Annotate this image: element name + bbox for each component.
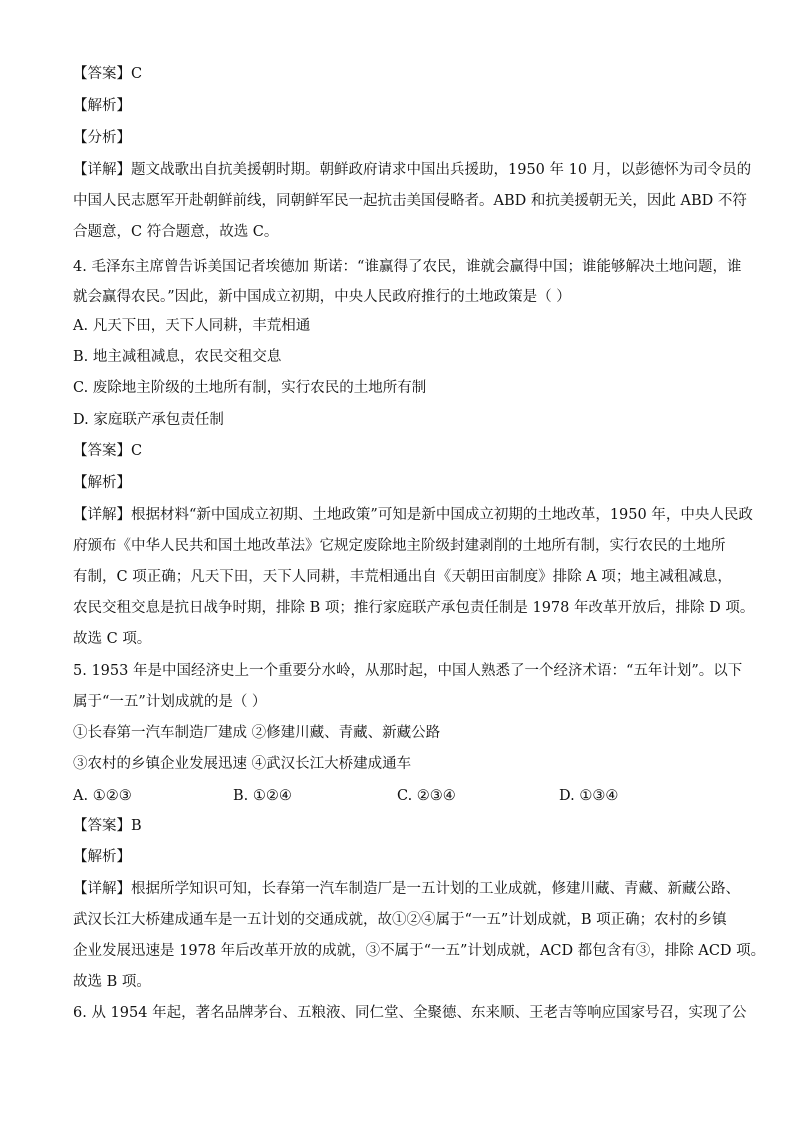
answer-value: C [131, 443, 143, 459]
question-4-stem: 4. 毛泽东主席曾告诉美国记者埃德加 斯诺：“谁赢得了农民，谁就会赢得中国；谁能够解决土地问题，谁 [73, 259, 742, 275]
answer-label: 【答案】 [73, 818, 131, 834]
answer-label: 【答案】 [73, 66, 131, 82]
question-5-item: ①长春第一汽车制造厂建成 ②修建川藏、青藏、新藏公路 [73, 725, 441, 741]
detail-line: 故选 B 项。 [73, 974, 151, 990]
answer-label: 【答案】 [73, 443, 131, 459]
question-4-stem: 就会赢得农民。”因此，新中国成立初期，中央人民政府推行的土地政策是（ ） [73, 289, 571, 305]
detail-line: 府颁布《中华人民共和国土地改革法》它规定废除地主阶级封建剥削的土地所有制，实行农民的土地所 [73, 538, 726, 554]
detail-line: 中国人民志愿军开赴朝鲜前线，同朝鲜军民一起抗击美国侵略者。ABD 和抗美援朝无关，因此 ABD 不符 [73, 193, 747, 209]
question-5-option-b: B. ①②④ [233, 788, 292, 804]
answer-value: C [131, 66, 143, 82]
detail-line: 故选 C 项。 [73, 631, 152, 647]
detail-line: 有制，C 项正确；凡天下田，天下人同耕，丰荒相通出自《天朝田亩制度》排除 A 项；地主减租减息， [73, 569, 732, 585]
analysis-label: 【解析】 [73, 98, 131, 114]
detail-label: 【详解】 [73, 507, 131, 523]
analysis-label: 【解析】 [73, 849, 131, 865]
question-4-option-c: C. 废除地主阶级的土地所有制，实行农民的土地所有制 [73, 380, 427, 396]
question-5-option-a: A. ①②③ [73, 788, 132, 804]
detail-line: 【详解】题文战歌出自抗美援朝时期。朝鲜政府请求中国出兵援助，1950 年 10 月，以彭德怀为司令员的 [73, 162, 752, 178]
answer-line [73, 816, 723, 836]
answer-line [73, 441, 723, 461]
question-5-option-d: D. ①③④ [559, 788, 619, 804]
answer-value: B [131, 818, 142, 834]
detail-line: 武汉长江大桥建成通车是一五计划的交通成就，故①②④属于“一五”计划成就，B 项正确；农村的乡镇 [73, 912, 727, 928]
fenxi-label: 【分析】 [73, 130, 131, 146]
answer-line [73, 64, 723, 84]
question-5-item: ③农村的乡镇企业发展迅速 ④武汉长江大桥建成通车 [73, 756, 412, 772]
detail-line: 【详解】根据所学知识可知，长春第一汽车制造厂是一五计划的工业成就，修建川藏、青藏、新藏公路、 [73, 881, 740, 897]
detail-label: 【详解】 [73, 162, 131, 178]
question-5-option-c: C. ②③④ [397, 788, 456, 804]
question-5-stem: 属于“一五”计划成就的是（ ） [73, 694, 267, 710]
detail-label: 【详解】 [73, 881, 131, 897]
question-4-option-b: B. 地主减租减息，农民交租交息 [73, 349, 282, 365]
detail-line: 合题意，C 符合题意，故选 C。 [73, 224, 279, 240]
question-4-option-d: D. 家庭联产承包责任制 [73, 412, 224, 428]
detail-line: 企业发展迅速是 1978 年后改革开放的成就，③不属于“一五”计划成就，ACD 都包含有③，排除 ACD 项。 [73, 943, 766, 959]
question-5-stem: 5. 1953 年是中国经济史上一个重要分水岭，从那时起，中国人熟悉了一个经济术语：“五年计划”。以下 [73, 663, 743, 679]
analysis-label: 【解析】 [73, 475, 131, 491]
detail-line: 【详解】根据材料“新中国成立初期、土地政策”可知是新中国成立初期的土地改革，1950 年，中央人民政 [73, 507, 753, 523]
question-6-stem: 6. 从 1954 年起，著名品牌茅台、五粮液、同仁堂、全聚德、东来顺、王老吉等响应国家号召，实现了公 [73, 1005, 747, 1021]
question-4-option-a: A. 凡天下田，天下人同耕，丰荒相通 [73, 318, 311, 334]
detail-line: 农民交租交息是抗日战争时期，排除 B 项；推行家庭联产承包责任制是 1978 年改革开放后，排除 D 项。 [73, 600, 755, 616]
